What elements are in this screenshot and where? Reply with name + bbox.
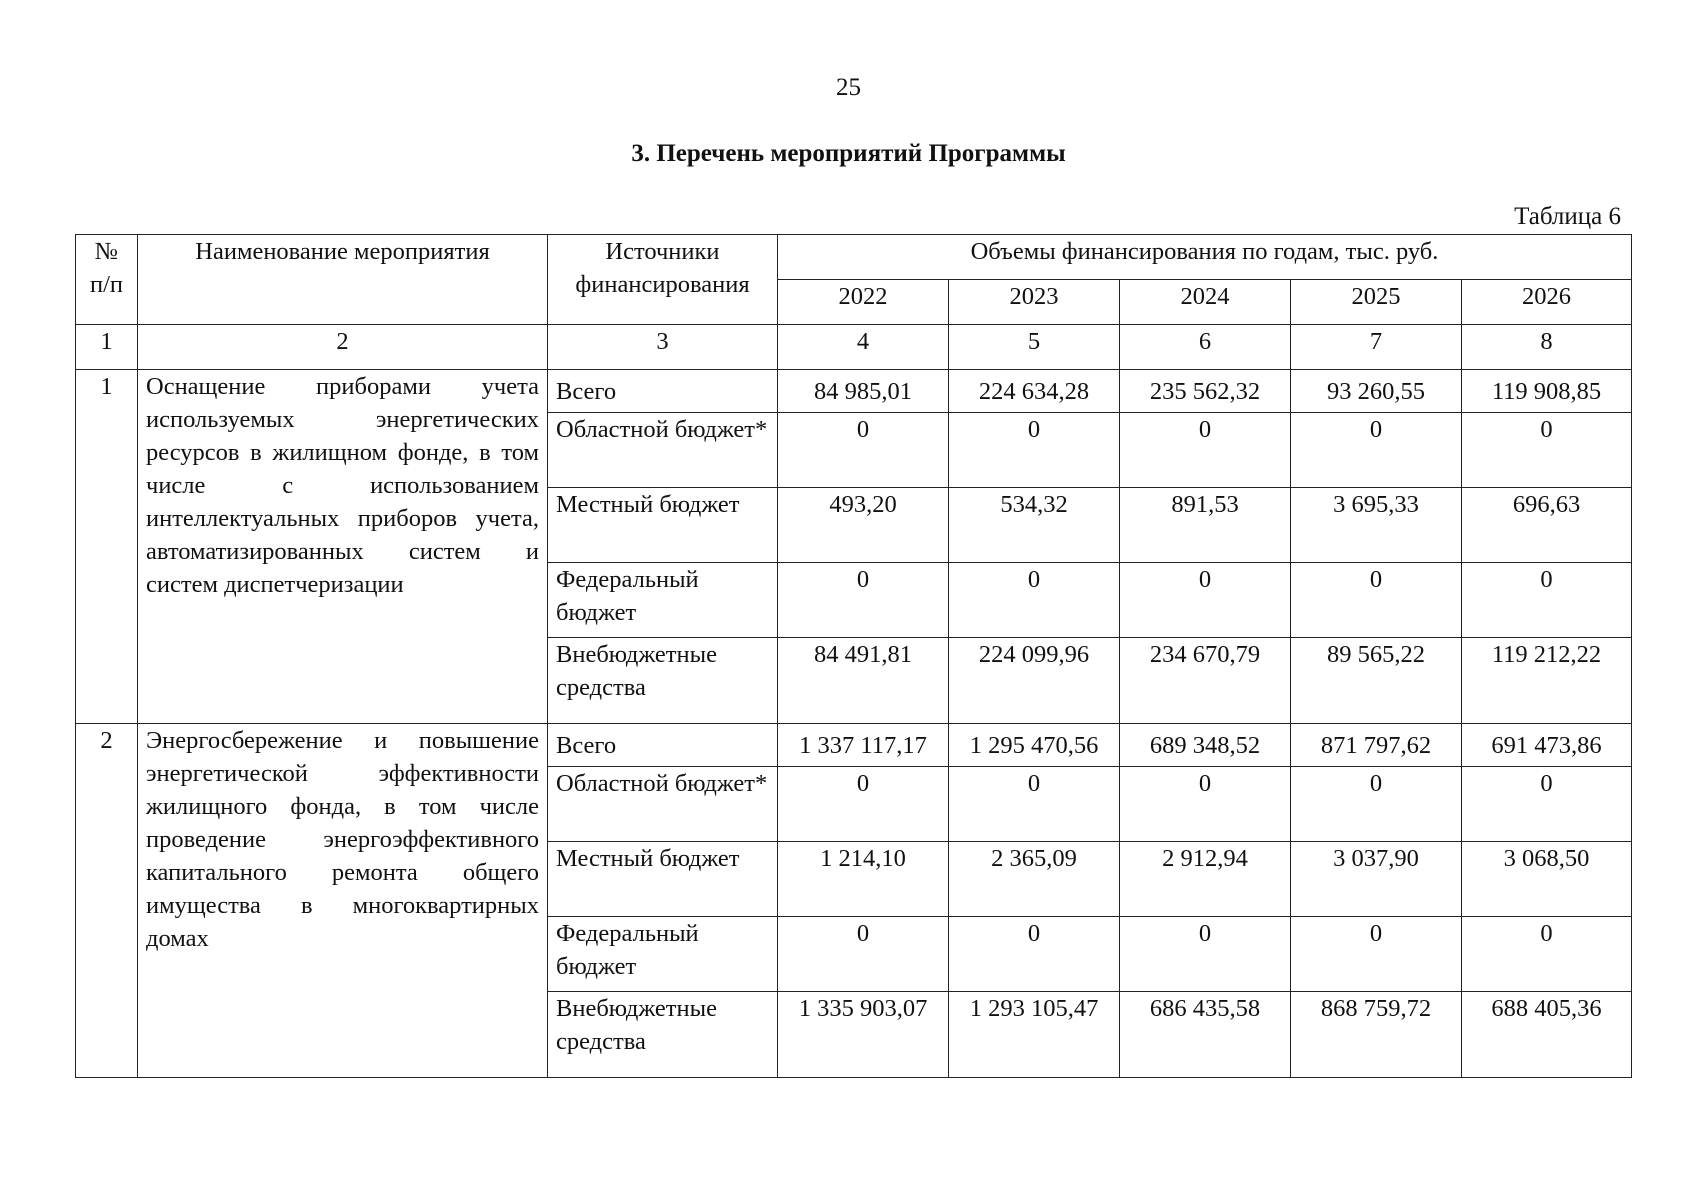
funding-value: 0 <box>1291 413 1462 488</box>
column-number: 2 <box>138 325 548 370</box>
table-row <box>76 370 1632 413</box>
funding-source: Федеральный бюджет <box>548 563 778 638</box>
funding-source: Местный бюджет <box>548 488 778 563</box>
header-name: Наименование мероприятия <box>138 235 548 325</box>
header-year: 2022 <box>778 280 949 325</box>
activity-name: Оснащение приборами учета используемых энергетических ресурсов в жилищном фонде, в том числе с использованием интеллектуальных приборов учета, автоматизированных систем и систем диспетчеризации <box>138 370 548 724</box>
funding-value: 0 <box>949 917 1120 992</box>
column-number: 6 <box>1120 325 1291 370</box>
funding-value: 0 <box>1120 413 1291 488</box>
activity-number: 1 <box>76 370 138 724</box>
funding-value: 224 634,28 <box>949 370 1120 413</box>
funding-value: 0 <box>1120 917 1291 992</box>
funding-value: 1 214,10 <box>778 842 949 917</box>
funding-value: 84 985,01 <box>778 370 949 413</box>
funding-value: 688 405,36 <box>1462 992 1632 1078</box>
funding-source: Внебюджетные средства <box>548 992 778 1078</box>
funding-value: 1 293 105,47 <box>949 992 1120 1078</box>
funding-value: 891,53 <box>1120 488 1291 563</box>
header-year: 2025 <box>1291 280 1462 325</box>
funding-value: 0 <box>1462 413 1632 488</box>
funding-value: 224 099,96 <box>949 638 1120 724</box>
column-number: 5 <box>949 325 1120 370</box>
funding-value: 689 348,52 <box>1120 724 1291 767</box>
table-caption: Таблица 6 <box>1514 203 1621 230</box>
funding-value: 0 <box>778 767 949 842</box>
financing-table <box>75 234 1632 1078</box>
funding-value: 84 491,81 <box>778 638 949 724</box>
funding-value: 0 <box>778 563 949 638</box>
header-num: № п/п <box>76 235 138 325</box>
funding-source: Местный бюджет <box>548 842 778 917</box>
funding-source: Областной бюджет* <box>548 767 778 842</box>
funding-source: Всего <box>548 724 778 767</box>
funding-value: 235 562,32 <box>1120 370 1291 413</box>
funding-value: 686 435,58 <box>1120 992 1291 1078</box>
header-volumes: Объемы финансирования по годам, тыс. руб. <box>778 235 1632 280</box>
funding-source: Всего <box>548 370 778 413</box>
column-number: 8 <box>1462 325 1632 370</box>
funding-source: Областной бюджет* <box>548 413 778 488</box>
column-number: 7 <box>1291 325 1462 370</box>
column-number: 1 <box>76 325 138 370</box>
funding-value: 0 <box>1462 563 1632 638</box>
funding-value: 0 <box>1291 767 1462 842</box>
funding-value: 0 <box>1120 767 1291 842</box>
table-row <box>76 724 1632 767</box>
header-year: 2023 <box>949 280 1120 325</box>
funding-value: 534,32 <box>949 488 1120 563</box>
header-row <box>76 235 1632 280</box>
activity-number: 2 <box>76 724 138 1078</box>
funding-value: 0 <box>949 563 1120 638</box>
header-year: 2024 <box>1120 280 1291 325</box>
funding-value: 871 797,62 <box>1291 724 1462 767</box>
funding-value: 696,63 <box>1462 488 1632 563</box>
funding-value: 119 212,22 <box>1462 638 1632 724</box>
funding-value: 0 <box>1291 563 1462 638</box>
funding-value: 234 670,79 <box>1120 638 1291 724</box>
funding-value: 0 <box>778 917 949 992</box>
funding-source: Внебюджетные средства <box>548 638 778 724</box>
funding-value: 691 473,86 <box>1462 724 1632 767</box>
funding-value: 1 335 903,07 <box>778 992 949 1078</box>
funding-value: 93 260,55 <box>1291 370 1462 413</box>
activity-name: Энергосбережение и повышение энергетической эффективности жилищного фонда, в том числе проведение энергоэффективного капитального ремонта общего имущества в многоквартирных домах <box>138 724 548 1078</box>
funding-value: 2 912,94 <box>1120 842 1291 917</box>
header-source: Источники финансирования <box>548 235 778 325</box>
funding-value: 0 <box>1462 917 1632 992</box>
funding-value: 2 365,09 <box>949 842 1120 917</box>
funding-value: 0 <box>1120 563 1291 638</box>
funding-value: 1 337 117,17 <box>778 724 949 767</box>
column-number: 3 <box>548 325 778 370</box>
funding-value: 119 908,85 <box>1462 370 1632 413</box>
column-numbers-row <box>76 325 1632 370</box>
funding-value: 89 565,22 <box>1291 638 1462 724</box>
funding-value: 3 695,33 <box>1291 488 1462 563</box>
funding-value: 0 <box>1291 917 1462 992</box>
funding-value: 868 759,72 <box>1291 992 1462 1078</box>
funding-value: 3 068,50 <box>1462 842 1632 917</box>
document-title: 3. Перечень мероприятий Программы <box>631 140 1066 167</box>
funding-value: 493,20 <box>778 488 949 563</box>
funding-value: 0 <box>778 413 949 488</box>
funding-value: 0 <box>949 767 1120 842</box>
header-year: 2026 <box>1462 280 1632 325</box>
page-number: 25 <box>836 74 861 101</box>
funding-value: 1 295 470,56 <box>949 724 1120 767</box>
funding-source: Федеральный бюджет <box>548 917 778 992</box>
funding-value: 0 <box>1462 767 1632 842</box>
funding-value: 0 <box>949 413 1120 488</box>
funding-value: 3 037,90 <box>1291 842 1462 917</box>
column-number: 4 <box>778 325 949 370</box>
